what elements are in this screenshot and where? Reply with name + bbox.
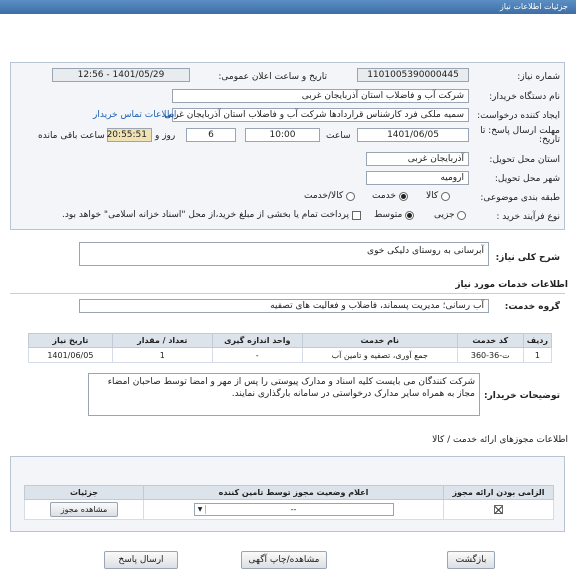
need-number-field: 1101005390000445 (357, 68, 469, 82)
process-minor-radio[interactable] (457, 211, 466, 220)
announce-date-field: 1401/05/29 - 12:56 (52, 68, 190, 82)
remaining-time-label: ساعت باقی مانده (38, 131, 105, 141)
category-goods-service-radio[interactable] (346, 192, 355, 201)
cell-service-name: جمع آوری، تصفیه و تامین آب (302, 348, 457, 363)
page-title-bar (0, 0, 576, 14)
process-medium-radio[interactable] (405, 211, 414, 220)
col-service-code: کد خدمت (457, 334, 523, 348)
col-quantity: تعداد / مقدار (112, 334, 212, 348)
back-button[interactable]: بازگشت (447, 551, 495, 569)
creator-label: ایجاد کننده درخواست: (477, 111, 560, 121)
page-title: جزئیات اطلاعات نیاز (499, 2, 568, 11)
process-option-medium[interactable]: متوسط (374, 210, 414, 221)
print-notice-button[interactable]: مشاهده/چاپ آگهی (241, 551, 327, 569)
buyer-org-field: شرکت آب و فاضلاب استان آذربایجان غربی (172, 89, 469, 103)
buyer-notes-field: شرکت کنندگان می بایست کلیه اسناد و مدارک پیوستی را پس از مهر و امضا توسط صاحبان امضاء مجاز به همراه سایر مدارک درخواستی در سامانه بارگذاری نمایند. (88, 373, 480, 416)
days-label: روز و (155, 131, 176, 141)
permits-section-title: اطلاعات مجوزهای ارائه خدمت / کالا (432, 435, 568, 445)
deadline-time-label: ساعت (326, 131, 351, 141)
announce-date-label: تاریخ و ساعت اعلان عمومی: (218, 72, 327, 82)
services-divider (10, 293, 565, 294)
deadline-time-field: 10:00 (245, 128, 320, 142)
service-group-field: آب رسانی؛ مدیریت پسماند، فاضلاب و فعالیت های تصفیه (79, 299, 489, 313)
col-permit-details: جزئیات (25, 486, 144, 500)
creator-field: سمیه ملکی فرد کارشناس قراردادها شرکت آب و فاضلاب استان آذربایجان غربی (172, 108, 469, 122)
remaining-days-field: 6 (186, 128, 236, 142)
permit-status-select[interactable] (194, 503, 394, 516)
buyer-notes-label: توضیحات خریدار: (484, 391, 560, 401)
chevron-down-icon[interactable]: ▼ (196, 505, 206, 514)
category-option-goods-service[interactable]: کالا/خدمت (304, 191, 355, 202)
category-goods-radio[interactable] (441, 192, 450, 201)
category-service-radio[interactable] (399, 192, 408, 201)
permits-table-header (25, 486, 554, 500)
table-row (25, 500, 554, 520)
category-option-goods[interactable]: کالا (426, 191, 450, 202)
col-unit: واحد اندازه گیری (212, 334, 302, 348)
cell-permit-details (25, 500, 144, 520)
cell-need-date: 1401/06/05 (29, 348, 113, 363)
remaining-time-field: 20:55:51 (107, 128, 152, 142)
send-response-button[interactable]: ارسال پاسخ (104, 551, 178, 569)
permit-required-checkbox (494, 505, 503, 514)
view-permit-button[interactable]: مشاهده مجوز (50, 502, 118, 517)
cell-row: 1 (523, 348, 551, 363)
buyer-contact-link[interactable]: اطلاعات تماس خریدار (93, 110, 177, 120)
process-option-minor[interactable]: جزیی (434, 210, 466, 221)
col-permit-status: اعلام وضعیت مجوز توسط تامین کننده (144, 486, 444, 500)
col-need-date: تاریخ نیاز (29, 334, 113, 348)
services-table (28, 333, 552, 363)
services-table-header (29, 334, 552, 348)
table-row (29, 348, 552, 363)
deadline-date-field: 1401/06/05 (357, 128, 469, 142)
col-service-name: نام خدمت (302, 334, 457, 348)
category-label: طبقه بندی موضوعی: (480, 193, 560, 203)
province-label: استان محل تحویل: (489, 155, 560, 165)
services-section-title: اطلاعات خدمات مورد نیاز (455, 280, 568, 290)
deadline-label-date: تاریخ: (539, 135, 560, 145)
process-type-label: نوع فرآیند خرید : (496, 212, 560, 222)
need-number-label: شماره نیاز: (517, 72, 560, 82)
cell-service-code: ت-36-360 (457, 348, 523, 363)
cell-permit-status (144, 500, 444, 520)
treasury-payment-checkbox[interactable] (352, 211, 361, 220)
province-field: آذربایجان غربی (366, 152, 469, 166)
permit-status-value: -- (290, 505, 297, 514)
cell-permit-required (444, 500, 554, 520)
summary-field: آبرسانی به روستای دلیکی خوی (79, 242, 489, 266)
cell-unit: - (212, 348, 302, 363)
permits-table (24, 485, 554, 520)
deadline-label: مهلت ارسال پاسخ: تا (480, 126, 560, 136)
city-label: شهر محل تحویل: (494, 174, 560, 184)
category-option-service[interactable]: خدمت (372, 191, 408, 202)
city-field: ارومیه (366, 171, 469, 185)
treasury-payment-option[interactable]: پرداخت تمام یا بخشی از مبلغ خرید،از محل "اسناد خزانه اسلامی" خواهد بود. (62, 210, 361, 221)
service-group-label: گروه خدمت: (504, 302, 560, 312)
col-row: ردیف (523, 334, 551, 348)
buyer-org-label: نام دستگاه خریدار: (489, 92, 560, 102)
summary-label: شرح کلی نیاز: (495, 253, 560, 263)
need-info-panel (10, 62, 565, 230)
cell-quantity: 1 (112, 348, 212, 363)
col-permit-required: الزامی بودن ارائه مجوز (444, 486, 554, 500)
